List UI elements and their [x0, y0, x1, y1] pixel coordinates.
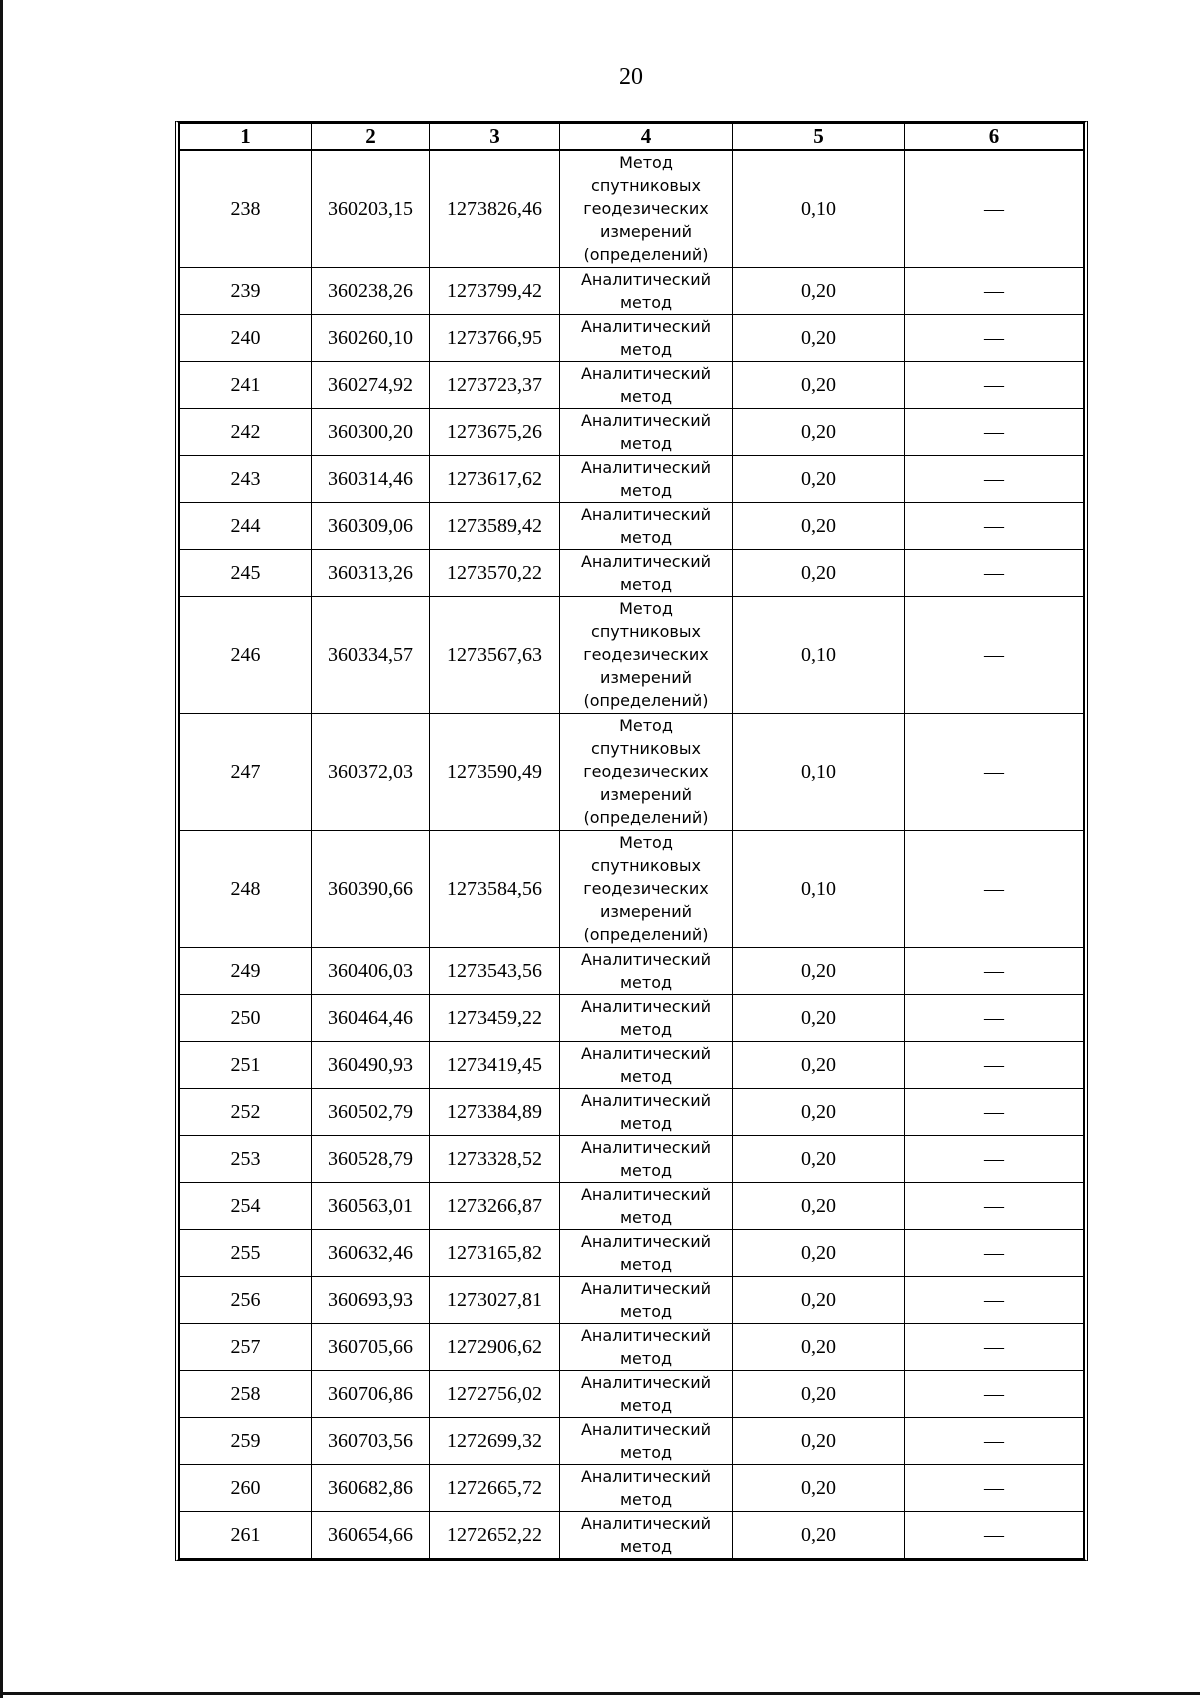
x-coordinate-cell: 360313,26 [312, 550, 430, 597]
method-cell [560, 948, 733, 995]
method-cell [560, 597, 733, 714]
description-cell: — [905, 150, 1084, 268]
table-row [180, 1277, 1084, 1324]
y-coordinate-cell: 1272699,32 [430, 1418, 560, 1465]
point-number-cell: 257 [180, 1324, 312, 1371]
method-text-line: Аналитический [580, 1138, 712, 1157]
method-text-line: Аналитический [580, 552, 712, 571]
x-coordinate-cell: 360390,66 [312, 831, 430, 948]
x-coordinate-cell: 360309,06 [312, 503, 430, 550]
method-text-line: Аналитический [580, 950, 712, 969]
description-cell: — [905, 1418, 1084, 1465]
x-coordinate-cell: 360490,93 [312, 1042, 430, 1089]
y-coordinate-cell: 1273617,62 [430, 456, 560, 503]
method-cell [560, 1277, 733, 1324]
method-text-line: метод [619, 293, 673, 312]
method-text-line: (определений) [583, 245, 709, 264]
method-text-line: спутниковых [591, 856, 701, 875]
x-coordinate-cell: 360203,15 [312, 150, 430, 268]
point-number-cell: 259 [180, 1418, 312, 1465]
method-text-line: Аналитический [580, 997, 712, 1016]
x-coordinate-cell: 360654,66 [312, 1512, 430, 1559]
accuracy-cell: 0,20 [733, 1324, 905, 1371]
y-coordinate-cell: 1273328,52 [430, 1136, 560, 1183]
table-row [180, 362, 1084, 409]
method-text-line: спутниковых [591, 739, 701, 758]
point-number-cell: 253 [180, 1136, 312, 1183]
accuracy-cell: 0,20 [733, 1230, 905, 1277]
method-text-line: Аналитический [580, 1185, 712, 1204]
method-text-line: Аналитический [580, 1326, 712, 1345]
accuracy-cell: 0,20 [733, 1183, 905, 1230]
point-number-cell: 242 [180, 409, 312, 456]
method-cell [560, 268, 733, 315]
column-header-5: 5 [733, 124, 905, 151]
accuracy-cell: 0,20 [733, 1418, 905, 1465]
method-cell [560, 550, 733, 597]
accuracy-cell: 0,20 [733, 268, 905, 315]
table-row [180, 1230, 1084, 1277]
accuracy-cell: 0,20 [733, 362, 905, 409]
method-cell [560, 1324, 733, 1371]
method-cell [560, 1089, 733, 1136]
method-cell [560, 1183, 733, 1230]
method-cell [560, 1042, 733, 1089]
method-cell [560, 503, 733, 550]
method-text-line: (определений) [583, 691, 709, 710]
point-number-cell: 246 [180, 597, 312, 714]
description-cell: — [905, 550, 1084, 597]
accuracy-cell: 0,20 [733, 1277, 905, 1324]
method-cell [560, 409, 733, 456]
table-row [180, 456, 1084, 503]
y-coordinate-cell: 1273543,56 [430, 948, 560, 995]
table-row [180, 1512, 1084, 1559]
description-cell: — [905, 1512, 1084, 1559]
column-header-2: 2 [312, 124, 430, 151]
description-cell: — [905, 948, 1084, 995]
method-cell [560, 1230, 733, 1277]
method-text-line: Аналитический [580, 458, 712, 477]
y-coordinate-cell: 1273675,26 [430, 409, 560, 456]
description-cell: — [905, 831, 1084, 948]
table-body [180, 150, 1084, 1559]
description-cell: — [905, 362, 1084, 409]
x-coordinate-cell: 360300,20 [312, 409, 430, 456]
method-text-line: геодезических [583, 199, 709, 218]
y-coordinate-cell: 1273590,49 [430, 714, 560, 831]
table-row [180, 1371, 1084, 1418]
method-text-line: метод [619, 575, 673, 594]
method-cell [560, 1512, 733, 1559]
accuracy-cell: 0,20 [733, 1371, 905, 1418]
description-cell: — [905, 1183, 1084, 1230]
y-coordinate-cell: 1273419,45 [430, 1042, 560, 1089]
method-text-line: Метод [619, 833, 673, 852]
accuracy-cell: 0,20 [733, 995, 905, 1042]
method-text-line: метод [619, 1302, 673, 1321]
description-cell: — [905, 503, 1084, 550]
method-text-line: измерений [599, 668, 693, 687]
column-header-4: 4 [560, 124, 733, 151]
point-number-cell: 256 [180, 1277, 312, 1324]
method-text-line: метод [619, 1067, 673, 1086]
table-row [180, 831, 1084, 948]
y-coordinate-cell: 1273799,42 [430, 268, 560, 315]
y-coordinate-cell: 1273165,82 [430, 1230, 560, 1277]
y-coordinate-cell: 1273459,22 [430, 995, 560, 1042]
table-row [180, 1183, 1084, 1230]
accuracy-cell: 0,20 [733, 315, 905, 362]
point-number-cell: 250 [180, 995, 312, 1042]
description-cell: — [905, 995, 1084, 1042]
column-header-3: 3 [430, 124, 560, 151]
method-text-line: спутниковых [591, 622, 701, 641]
y-coordinate-cell: 1273570,22 [430, 550, 560, 597]
point-number-cell: 238 [180, 150, 312, 268]
accuracy-cell: 0,20 [733, 456, 905, 503]
table-row [180, 1324, 1084, 1371]
method-cell [560, 1371, 733, 1418]
y-coordinate-cell: 1273826,46 [430, 150, 560, 268]
table-row [180, 1465, 1084, 1512]
method-text-line: метод [619, 973, 673, 992]
x-coordinate-cell: 360528,79 [312, 1136, 430, 1183]
method-text-line: геодезических [583, 645, 709, 664]
x-coordinate-cell: 360703,56 [312, 1418, 430, 1465]
method-cell [560, 456, 733, 503]
description-cell: — [905, 1089, 1084, 1136]
method-text-line: (определений) [583, 808, 709, 827]
method-text-line: геодезических [583, 762, 709, 781]
method-text-line: Метод [619, 716, 673, 735]
table-row [180, 995, 1084, 1042]
description-cell: — [905, 1371, 1084, 1418]
table-row [180, 597, 1084, 714]
method-cell [560, 1136, 733, 1183]
method-text-line: измерений [599, 222, 693, 241]
method-text-line: метод [619, 1161, 673, 1180]
method-text-line: измерений [599, 785, 693, 804]
y-coordinate-cell: 1273766,95 [430, 315, 560, 362]
x-coordinate-cell: 360406,03 [312, 948, 430, 995]
y-coordinate-cell: 1273567,63 [430, 597, 560, 714]
accuracy-cell: 0,10 [733, 597, 905, 714]
method-text-line: метод [619, 481, 673, 500]
point-number-cell: 252 [180, 1089, 312, 1136]
y-coordinate-cell: 1272665,72 [430, 1465, 560, 1512]
description-cell: — [905, 456, 1084, 503]
method-text-line: Аналитический [580, 364, 712, 383]
method-text-line: Аналитический [580, 317, 712, 336]
description-cell: — [905, 1465, 1084, 1512]
table-row [180, 948, 1084, 995]
method-text-line: метод [619, 1443, 673, 1462]
description-cell: — [905, 1042, 1084, 1089]
column-header-6: 6 [905, 124, 1084, 151]
description-cell: — [905, 597, 1084, 714]
x-coordinate-cell: 360682,86 [312, 1465, 430, 1512]
method-text-line: метод [619, 1349, 673, 1368]
method-cell [560, 714, 733, 831]
method-text-line: Аналитический [580, 1373, 712, 1392]
table-row [180, 315, 1084, 362]
x-coordinate-cell: 360334,57 [312, 597, 430, 714]
description-cell: — [905, 714, 1084, 831]
y-coordinate-cell: 1273027,81 [430, 1277, 560, 1324]
method-text-line: спутниковых [591, 176, 701, 195]
point-number-cell: 239 [180, 268, 312, 315]
method-text-line: метод [619, 1396, 673, 1415]
method-text-line: Аналитический [580, 270, 712, 289]
description-cell: — [905, 409, 1084, 456]
y-coordinate-cell: 1273589,42 [430, 503, 560, 550]
method-text-line: метод [619, 1020, 673, 1039]
method-cell [560, 831, 733, 948]
method-cell [560, 1465, 733, 1512]
point-number-cell: 240 [180, 315, 312, 362]
point-number-cell: 251 [180, 1042, 312, 1089]
method-text-line: геодезических [583, 879, 709, 898]
page-number: 20 [619, 64, 643, 90]
method-text-line: Аналитический [580, 1091, 712, 1110]
method-text-line: Метод [619, 599, 673, 618]
description-cell: — [905, 1277, 1084, 1324]
table-row [180, 1418, 1084, 1465]
method-cell [560, 150, 733, 268]
description-cell: — [905, 1324, 1084, 1371]
method-text-line: (определений) [583, 925, 709, 944]
y-coordinate-cell: 1272906,62 [430, 1324, 560, 1371]
table-row [180, 150, 1084, 268]
y-coordinate-cell: 1273384,89 [430, 1089, 560, 1136]
method-text-line: измерений [599, 902, 693, 921]
method-text-line: метод [619, 340, 673, 359]
point-number-cell: 249 [180, 948, 312, 995]
accuracy-cell: 0,20 [733, 1042, 905, 1089]
point-number-cell: 255 [180, 1230, 312, 1277]
point-number-cell: 243 [180, 456, 312, 503]
point-number-cell: 245 [180, 550, 312, 597]
method-text-line: метод [619, 528, 673, 547]
accuracy-cell: 0,20 [733, 1136, 905, 1183]
x-coordinate-cell: 360464,46 [312, 995, 430, 1042]
accuracy-cell: 0,10 [733, 714, 905, 831]
method-text-line: метод [619, 387, 673, 406]
y-coordinate-cell: 1272652,22 [430, 1512, 560, 1559]
accuracy-cell: 0,20 [733, 550, 905, 597]
page-left-border [0, 0, 3, 1698]
x-coordinate-cell: 360693,93 [312, 1277, 430, 1324]
description-cell: — [905, 1230, 1084, 1277]
method-text-line: Аналитический [580, 1232, 712, 1251]
point-number-cell: 254 [180, 1183, 312, 1230]
accuracy-cell: 0,20 [733, 409, 905, 456]
y-coordinate-cell: 1273723,37 [430, 362, 560, 409]
accuracy-cell: 0,20 [733, 1465, 905, 1512]
table-row [180, 268, 1084, 315]
accuracy-cell: 0,10 [733, 831, 905, 948]
method-text-line: Аналитический [580, 505, 712, 524]
accuracy-cell: 0,20 [733, 948, 905, 995]
x-coordinate-cell: 360314,46 [312, 456, 430, 503]
table-row [180, 1136, 1084, 1183]
method-text-line: Аналитический [580, 1279, 712, 1298]
method-text-line: Аналитический [580, 1467, 712, 1486]
accuracy-cell: 0,20 [733, 1512, 905, 1559]
point-number-cell: 260 [180, 1465, 312, 1512]
x-coordinate-cell: 360563,01 [312, 1183, 430, 1230]
description-cell: — [905, 268, 1084, 315]
y-coordinate-cell: 1273584,56 [430, 831, 560, 948]
accuracy-cell: 0,20 [733, 503, 905, 550]
x-coordinate-cell: 360274,92 [312, 362, 430, 409]
table-row [180, 503, 1084, 550]
point-number-cell: 247 [180, 714, 312, 831]
x-coordinate-cell: 360705,66 [312, 1324, 430, 1371]
accuracy-cell: 0,10 [733, 150, 905, 268]
method-text-line: метод [619, 1537, 673, 1556]
table-header-row [180, 124, 1084, 151]
table-row [180, 1089, 1084, 1136]
table-row [180, 714, 1084, 831]
method-text-line: метод [619, 1490, 673, 1509]
coordinates-table-frame [175, 121, 1088, 1561]
method-text-line: Аналитический [580, 1514, 712, 1533]
x-coordinate-cell: 360706,86 [312, 1371, 430, 1418]
method-text-line: Аналитический [580, 1044, 712, 1063]
point-number-cell: 241 [180, 362, 312, 409]
method-cell [560, 362, 733, 409]
point-number-cell: 244 [180, 503, 312, 550]
x-coordinate-cell: 360238,26 [312, 268, 430, 315]
x-coordinate-cell: 360502,79 [312, 1089, 430, 1136]
column-header-1: 1 [180, 124, 312, 151]
method-text-line: метод [619, 1255, 673, 1274]
method-text-line: Аналитический [580, 1420, 712, 1439]
point-number-cell: 258 [180, 1371, 312, 1418]
method-text-line: метод [619, 1114, 673, 1133]
x-coordinate-cell: 360260,10 [312, 315, 430, 362]
accuracy-cell: 0,20 [733, 1089, 905, 1136]
description-cell: — [905, 315, 1084, 362]
page-bottom-border [0, 1692, 1200, 1695]
table-row [180, 1042, 1084, 1089]
y-coordinate-cell: 1273266,87 [430, 1183, 560, 1230]
method-text-line: Метод [619, 153, 673, 172]
table-row [180, 409, 1084, 456]
x-coordinate-cell: 360372,03 [312, 714, 430, 831]
method-text-line: метод [619, 1208, 673, 1227]
coordinates-table [179, 123, 1084, 1559]
method-cell [560, 315, 733, 362]
method-text-line: Аналитический [580, 411, 712, 430]
point-number-cell: 248 [180, 831, 312, 948]
description-cell: — [905, 1136, 1084, 1183]
method-text-line: метод [619, 434, 673, 453]
table-row [180, 550, 1084, 597]
x-coordinate-cell: 360632,46 [312, 1230, 430, 1277]
method-cell [560, 1418, 733, 1465]
y-coordinate-cell: 1272756,02 [430, 1371, 560, 1418]
method-cell [560, 995, 733, 1042]
point-number-cell: 261 [180, 1512, 312, 1559]
